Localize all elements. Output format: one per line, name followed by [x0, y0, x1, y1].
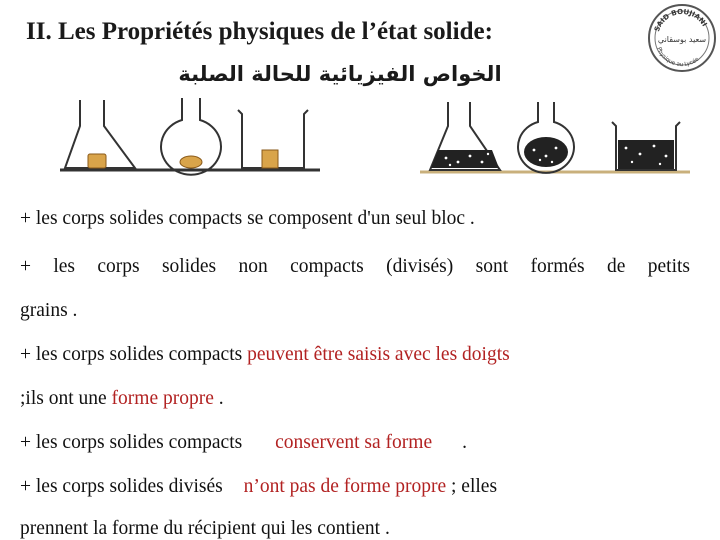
text-line: + les corps solides divisés n’ont pas de forme propre ; elles	[20, 476, 498, 497]
conical-flask-compact	[65, 100, 135, 168]
text-line: ;ils ont une forme propre .	[20, 388, 224, 409]
page-subtitle-arabic: الخواص الفيزيائية للحالة الصلبة	[178, 62, 502, 86]
text-line: + les corps solides compacts conservent sa forme .	[20, 432, 467, 453]
round-flask-grains	[518, 102, 574, 173]
round-flask-compact	[161, 98, 221, 175]
beaker-grains	[612, 122, 680, 170]
conical-flask-grains	[430, 102, 500, 170]
svg-text:Physique au Lycée: Physique au Lycée	[655, 46, 701, 69]
beaker-compact	[238, 110, 308, 168]
glassware-illustration	[0, 92, 720, 192]
author-seal-icon	[646, 2, 718, 74]
text-line: + les corps solides compacts se composent d'un seul bloc .	[20, 208, 475, 229]
text-line: + les corps solides non compacts (divisés) sont formés de petits	[20, 256, 690, 277]
svg-text:SAID BOUJIANI: SAID BOUJIANI	[653, 7, 709, 33]
text-line: + les corps solides compacts peuvent être saisis avec les doigts	[20, 344, 510, 365]
page-title: II. Les Propriétés physiques de l’état solide:	[26, 18, 493, 45]
svg-text:سعيد بوسقاني: سعيد بوسقاني	[657, 35, 707, 44]
text-line: prennent la forme du récipient qui les contient .	[20, 518, 390, 539]
text-line: grains .	[20, 300, 78, 321]
